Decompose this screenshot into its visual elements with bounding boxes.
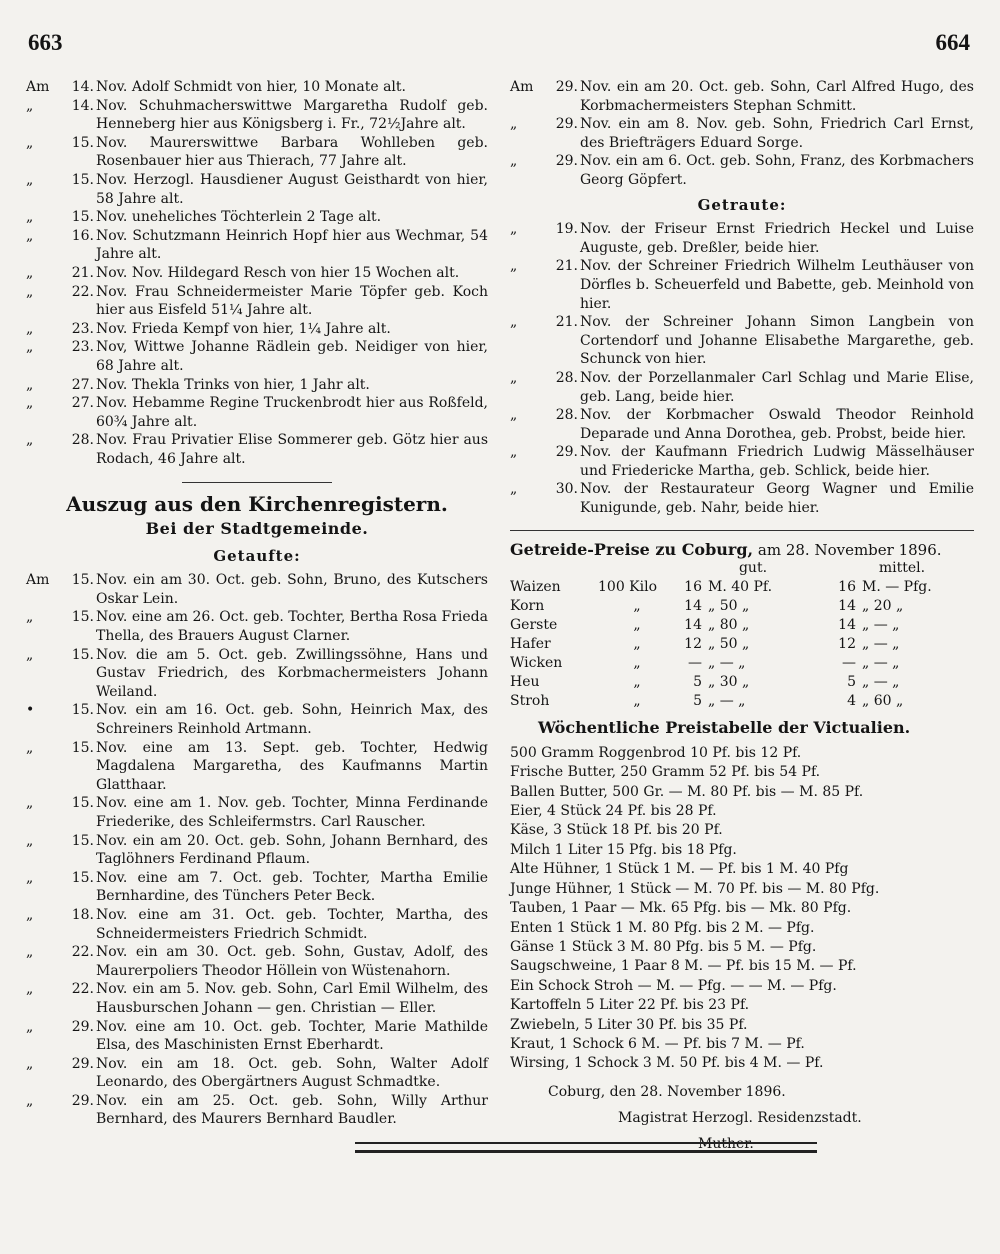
victuals-price-line: 500 Gramm Roggenbrod 10 Pf. bis 12 Pf.	[510, 744, 802, 761]
register-entry	[26, 283, 488, 320]
price-mittel-rest: „ 20 „	[862, 598, 904, 615]
victuals-price-line: Saugschweine, 1 Paar 8 M. — Pf. bis 15 M. — Pf.	[510, 958, 857, 975]
price-gut-rest: „ 80 „	[708, 617, 750, 634]
register-entry	[26, 134, 488, 171]
entry-text: Nov. ein am 20. Oct. geb. Sohn, Carl Alfred Hugo, des Korbmachermeisters Stephan Schmitt.	[580, 79, 974, 114]
grain-price-row	[510, 673, 974, 692]
grain-price-row	[510, 616, 974, 635]
grain-quantity: „	[633, 655, 641, 672]
register-entry	[26, 320, 488, 339]
victuals-price-line: Kraut, 1 Schock 6 M. — Pf. bis 7 M. — Pf.	[510, 1035, 805, 1052]
entry-text: Nov. eine am 7. Oct. geb. Tochter, Martha Emilie Bernhardine, des Tünchers Peter Beck.	[96, 869, 488, 905]
entry-text: Nov. Schuhmacherswittwe Margaretha Rudolf geb. Henneberg hier aus Königsberg i. Fr., 72½Jahre alt.	[96, 97, 488, 133]
price-mittel-mark: 4	[847, 693, 856, 710]
victuals-price-line: Kartoffeln 5 Liter 22 Pf. bis 23 Pf.	[510, 997, 750, 1014]
victuals-price-line: Tauben, 1 Paar — Mk. 65 Pfg. bis — Mk. 80 Pfg.	[510, 900, 852, 917]
register-entry	[26, 646, 488, 702]
married-list	[510, 220, 974, 518]
divider	[510, 530, 974, 531]
entry-prefix: Am	[510, 79, 534, 95]
entry-prefix: „	[26, 395, 34, 412]
entry-day: 22.	[71, 981, 94, 998]
grain-name: Korn	[510, 598, 545, 615]
entry-prefix: „	[26, 339, 34, 356]
entry-text: Nov. der Schreiner Friedrich Wilhelm Leuthäuser von Dörfles b. Scheuerfeld und Babette, geb. Meinhold von hier.	[580, 258, 974, 312]
entry-day: 15.	[71, 795, 94, 812]
victuals-price-line: Ballen Butter, 500 Gr. — M. 80 Pf. bis — M. 85 Pf.	[510, 783, 864, 800]
register-entry	[26, 394, 488, 431]
entry-text: Nov, Wittwe Johanne Rädlein geb. Neidiger von hier, 68 Jahre alt.	[96, 339, 488, 374]
victuals-price-line: Gänse 1 Stück 3 M. 80 Pfg. bis 5 M. — Pfg.	[510, 938, 817, 955]
entry-prefix: „	[26, 795, 34, 812]
left-column	[26, 78, 488, 1129]
register-entry	[26, 171, 488, 208]
entry-prefix: „	[26, 646, 34, 663]
register-entry	[510, 480, 974, 517]
entry-text: Nov. eine am 10. Oct. geb. Tochter, Marie Mathilde Elsa, des Maschinisten Ernst Eberhardt.	[96, 1018, 488, 1054]
right-column	[510, 78, 974, 1154]
deaths-list	[26, 78, 488, 468]
entry-prefix: „	[26, 906, 34, 923]
grain-name: Stroh	[510, 693, 550, 710]
baptized-list-continued	[510, 78, 974, 190]
entry-text: Nov. Herzogl. Hausdiener August Geisthardt von hier, 58 Jahre alt.	[96, 171, 488, 207]
entry-day: 23.	[71, 339, 94, 356]
entry-text: Nov. eine am 13. Sept. geb. Tochter, Hedwig Magdalena Margaretha, des Kaufmanns Martin Glatthaar.	[96, 739, 488, 793]
entry-text: Nov. ein am 5. Nov. geb. Sohn, Carl Emil Wilhelm, des Hausburschen Johann — gen. Christian — Eller.	[96, 981, 488, 1016]
register-entry	[26, 980, 488, 1017]
price-gut-mark: 5	[693, 693, 702, 710]
page-number-right: 664	[935, 30, 970, 55]
grain-name: Wicken	[510, 655, 563, 672]
grain-quantity: „	[633, 674, 641, 691]
price-mittel-rest: M. — Pfg.	[862, 579, 932, 596]
entry-prefix: „	[26, 869, 34, 886]
register-entry	[26, 431, 488, 468]
grain-prices-title	[510, 541, 974, 560]
entry-day: 16.	[71, 227, 94, 244]
entry-prefix: „	[26, 739, 34, 756]
price-mittel-rest: „ — „	[862, 674, 900, 691]
price-mittel-mark: 14	[838, 617, 856, 634]
entry-day: 15.	[71, 702, 94, 719]
entry-day: 21.	[71, 264, 94, 281]
register-entry	[26, 208, 488, 227]
register-entry	[26, 571, 488, 608]
entry-text: Nov. der Restaurateur Georg Wagner und Emilie Kunigunde, geb. Nahr, beide hier.	[580, 481, 974, 517]
entry-text: Nov. Frieda Kempf von hier, 1¼ Jahre alt.	[96, 320, 391, 337]
heading-baptized: Getaufte:	[213, 546, 301, 565]
price-mittel-rest: „ 60 „	[862, 693, 904, 710]
entry-text: Nov. Maurerswittwe Barbara Wohlleben geb. Rosenbauer hier aus Thierach, 77 Jahre alt.	[96, 134, 488, 170]
grain-quantity: „	[633, 617, 641, 634]
price-gut-rest: „ 30 „	[708, 674, 750, 691]
entry-day: 29.	[71, 1092, 94, 1109]
entry-text: Nov. ein am 16. Oct. geb. Sohn, Heinrich Max, des Schreiners Reinhold Artmann.	[96, 702, 488, 737]
heading-married: Getraute:	[697, 195, 787, 214]
entry-prefix: „	[510, 369, 518, 386]
entry-text: Nov. der Porzellanmaler Carl Schlag und Marie Elise, geb. Lang, beide hier.	[580, 369, 974, 405]
entry-prefix: „	[26, 944, 34, 961]
closing-date-line: Coburg, den 28. November 1896.	[548, 1083, 786, 1100]
entry-day: 22.	[71, 944, 94, 961]
divider	[182, 482, 332, 483]
entry-text: Nov. Nov. Hildegard Resch von hier 15 Wochen alt.	[96, 264, 460, 281]
register-entry	[26, 1055, 488, 1092]
entry-prefix: „	[510, 221, 518, 238]
register-entry	[26, 608, 488, 645]
column-header-gut: gut.	[738, 560, 768, 577]
entry-prefix: „	[510, 407, 518, 424]
victuals-price-line: Milch 1 Liter 15 Pfg. bis 18 Pfg.	[510, 841, 737, 858]
entry-prefix: „	[26, 209, 34, 226]
entry-day: 23.	[71, 320, 94, 337]
entry-day: 19.	[555, 221, 578, 238]
grain-quantity: 100 Kilo	[598, 579, 658, 596]
entry-day: 14.	[71, 97, 94, 114]
entry-prefix: „	[26, 283, 34, 300]
entry-day: 29.	[555, 79, 578, 95]
grain-quantity: „	[633, 693, 641, 710]
register-entry	[26, 376, 488, 395]
entry-text: Nov. ein am 30. Oct. geb. Sohn, Gustav, Adolf, des Maurerpoliers Theodor Höllein von Wüstenahorn.	[96, 944, 488, 979]
entry-text: Nov. ein am 8. Nov. geb. Sohn, Friedrich Carl Ernst, des Briefträgers Eduard Sorge.	[580, 116, 974, 151]
register-entry	[26, 739, 488, 795]
register-entry	[510, 152, 974, 189]
price-mittel-rest: „ — „	[862, 617, 900, 634]
column-header-mittel: mittel.	[878, 560, 926, 577]
signature-magistrat: Magistrat Herzogl. Residenzstadt.	[618, 1109, 862, 1126]
entry-day: 29.	[71, 1018, 94, 1035]
register-entry	[510, 220, 974, 257]
victuals-price-line: Junge Hühner, 1 Stück — M. 70 Pf. bis — M. 80 Pfg.	[510, 880, 880, 897]
entry-day: 29.	[555, 116, 578, 133]
price-gut-rest: „ 50 „	[708, 636, 750, 653]
price-gut-mark: 5	[693, 674, 702, 691]
price-gut-mark: —	[688, 655, 702, 672]
entry-day: 29.	[555, 444, 578, 461]
register-entry	[26, 701, 488, 738]
price-mittel-mark: —	[842, 655, 856, 672]
entry-day: 28.	[71, 432, 94, 449]
register-entry	[510, 78, 974, 115]
entry-prefix: „	[26, 609, 34, 626]
victuals-price-list	[510, 744, 974, 1074]
entry-text: Nov. Schutzmann Heinrich Hopf hier aus Wechmar, 54 Jahre alt.	[96, 227, 488, 263]
entry-day: 15.	[71, 832, 94, 849]
grain-name: Gerste	[510, 617, 558, 634]
grain-price-row	[510, 578, 974, 597]
entry-prefix: „	[510, 314, 518, 331]
entry-prefix: „	[26, 832, 34, 849]
entry-prefix: „	[26, 432, 34, 449]
entry-day: 27.	[71, 395, 94, 412]
register-entry	[26, 794, 488, 831]
price-gut-mark: 16	[684, 579, 702, 596]
victuals-price-line: Ein Schock Stroh — M. — Pfg. — — M. — Pfg.	[510, 977, 837, 994]
entry-prefix: „	[26, 97, 34, 114]
entry-text: Nov. ein am 25. Oct. geb. Sohn, Willy Arthur Bernhard, des Maurers Bernhard Baudler.	[96, 1092, 488, 1128]
victuals-price-line: Käse, 3 Stück 18 Pf. bis 20 Pf.	[510, 822, 723, 839]
register-entry	[510, 443, 974, 480]
entry-text: Nov. der Kaufmann Friedrich Ludwig Mässelhäuser und Friedericke Martha, geb. Schlick, beide hier.	[580, 444, 974, 479]
entry-day: 15.	[71, 171, 94, 188]
register-entry	[26, 227, 488, 264]
grain-name: Waizen	[510, 579, 561, 596]
entry-text: Nov. der Korbmacher Oswald Theodor Reinhold Deparade und Anna Dorothea, geb. Probst, beide hier.	[580, 407, 974, 442]
entry-day: 15.	[71, 609, 94, 626]
victuals-price-line: Frische Butter, 250 Gramm 52 Pf. bis 54 Pf.	[510, 764, 821, 781]
entry-text: Nov. Frau Privatier Elise Sommerer geb. Götz hier aus Rodach, 46 Jahre alt.	[96, 432, 488, 467]
entry-prefix: „	[510, 481, 518, 498]
victuals-price-line: Enten 1 Stück 1 M. 80 Pfg. bis 2 M. — Pfg.	[510, 919, 815, 936]
entry-day: 21.	[555, 314, 578, 331]
grain-price-row	[510, 654, 974, 673]
entry-prefix: „	[26, 1092, 34, 1109]
grain-price-row	[510, 597, 974, 616]
entry-text: Nov. eine am 31. Oct. geb. Tochter, Martha, des Schneidermeisters Friedrich Schmidt.	[96, 906, 488, 942]
entry-prefix: „	[26, 171, 34, 188]
register-entry	[26, 78, 488, 97]
grain-quantity: „	[633, 598, 641, 615]
register-entry	[26, 869, 488, 906]
grain-price-row	[510, 692, 974, 711]
register-entry	[510, 406, 974, 443]
entry-prefix: „	[510, 258, 518, 275]
entry-prefix: •	[26, 702, 35, 719]
register-entry	[26, 338, 488, 375]
entry-text: Nov. die am 5. Oct. geb. Zwillingssöhne, Hans und Gustav Friedrich, des Korbmachermeisters Johann Weiland.	[96, 646, 488, 700]
victuals-price-table-title: Wöchentliche Preistabelle der Victualien.	[538, 718, 911, 738]
entry-prefix: „	[26, 1055, 34, 1072]
entry-text: Nov. Hebamme Regine Truckenbrodt hier aus Roßfeld, 60¾ Jahre alt.	[96, 395, 488, 430]
entry-text: Nov. der Friseur Ernst Friedrich Heckel und Luise Auguste, geb. Dreßler, beide hier.	[580, 221, 974, 256]
grain-price-row	[510, 635, 974, 654]
entry-prefix: „	[26, 134, 34, 151]
entry-day: 28.	[555, 369, 578, 386]
entry-text: Nov. eine am 26. Oct. geb. Tochter, Bertha Rosa Frieda Thella, des Brauers August Clarner.	[96, 609, 488, 645]
entry-text: Nov. Adolf Schmidt von hier, 10 Monate alt.	[96, 79, 406, 95]
entry-text: Nov. ein am 18. Oct. geb. Sohn, Walter Adolf Leonardo, des Obergärtners August Schmadtke.	[96, 1055, 488, 1091]
entry-day: 27.	[71, 376, 94, 393]
price-mittel-rest: „ — „	[862, 636, 900, 653]
register-entry	[26, 97, 488, 134]
entry-text: Nov. eine am 1. Nov. geb. Tochter, Minna Ferdinande Friederike, des Schleifermstrs. Carl Rauscher.	[96, 795, 488, 830]
entry-text: Nov. Frau Schneidermeister Marie Töpfer geb. Koch hier aus Eisfeld 51¼ Jahre alt.	[96, 283, 488, 319]
price-gut-rest: „ — „	[708, 693, 746, 710]
victuals-price-line: Wirsing, 1 Schock 3 M. 50 Pf. bis 4 M. — Pf.	[510, 1055, 824, 1072]
entry-prefix: Am	[26, 572, 50, 589]
grain-name: Heu	[510, 674, 540, 691]
section-subheading-city-parish: Bei der Stadtgemeinde.	[145, 519, 369, 539]
entry-day: 18.	[71, 906, 94, 923]
entry-day: 29.	[71, 1055, 94, 1072]
entry-text: Nov. ein am 20. Oct. geb. Sohn, Johann Bernhard, des Taglöhners Ferdinand Pflaum.	[96, 832, 488, 868]
signature-name: Muther.	[698, 1135, 754, 1152]
entry-prefix: „	[26, 981, 34, 998]
victuals-price-line: Zwiebeln, 5 Liter 30 Pf. bis 35 Pf.	[510, 1016, 748, 1033]
price-gut-mark: 14	[684, 598, 702, 615]
grain-prices-title-date: am 28. November 1896.	[757, 540, 942, 559]
price-mittel-rest: „ — „	[862, 655, 900, 672]
entry-text: Nov. Thekla Trinks von hier, 1 Jahr alt.	[96, 376, 370, 393]
grain-prices-table	[510, 559, 974, 711]
entry-day: 21.	[555, 258, 578, 275]
page-number-left: 663	[28, 30, 63, 55]
entry-prefix: „	[26, 227, 34, 244]
section-heading-church-registers: Auszug aus den Kirchenregistern.	[66, 492, 448, 517]
entry-day: 14.	[71, 79, 94, 95]
price-mittel-mark: 12	[838, 636, 856, 653]
entry-text: Nov. uneheliches Töchterlein 2 Tage alt.	[96, 209, 382, 226]
price-gut-rest: „ — „	[708, 655, 746, 672]
grain-prices-header-row	[510, 559, 974, 578]
price-gut-rest: „ 50 „	[708, 598, 750, 615]
victuals-price-line: Eier, 4 Stück 24 Pf. bis 28 Pf.	[510, 803, 717, 820]
price-gut-mark: 12	[684, 636, 702, 653]
price-mittel-mark: 16	[838, 579, 856, 596]
register-entry	[510, 369, 974, 406]
entry-day: 30.	[555, 481, 578, 498]
bottom-double-rule	[355, 1142, 817, 1153]
victuals-price-line: Alte Hühner, 1 Stück 1 M. — Pf. bis 1 M. 40 Pfg	[510, 861, 849, 878]
entry-prefix: Am	[26, 79, 50, 95]
entry-prefix: „	[510, 444, 518, 461]
entry-prefix: „	[510, 153, 518, 170]
grain-prices-title-bold: Getreide-Preise zu Coburg,	[510, 539, 754, 559]
register-entry	[26, 906, 488, 943]
entry-prefix: „	[26, 1018, 34, 1035]
entry-prefix: „	[26, 320, 34, 337]
price-gut-mark: 14	[684, 617, 702, 634]
register-entry	[26, 943, 488, 980]
entry-day: 28.	[555, 407, 578, 424]
baptized-list	[26, 571, 488, 1129]
register-entry	[510, 257, 974, 313]
entry-text: Nov. ein am 30. Oct. geb. Sohn, Bruno, des Kutschers Oskar Lein.	[96, 572, 488, 607]
entry-day: 15.	[71, 869, 94, 886]
entry-day: 15.	[71, 134, 94, 151]
entry-prefix: „	[26, 376, 34, 393]
price-mittel-mark: 5	[847, 674, 856, 691]
grain-name: Hafer	[510, 636, 551, 653]
register-entry	[26, 1018, 488, 1055]
entry-text: Nov. ein am 6. Oct. geb. Sohn, Franz, des Korbmachers Georg Göpfert.	[580, 153, 974, 188]
price-gut-rest: M. 40 Pf.	[708, 579, 773, 596]
entry-prefix: „	[510, 116, 518, 133]
register-entry	[510, 115, 974, 152]
entry-text: Nov. der Schreiner Johann Simon Langbein von Cortendorf und Johanne Elisabethe Margarethe, geb. Schunck von hier.	[580, 314, 974, 368]
register-entry	[26, 264, 488, 283]
entry-day: 15.	[71, 572, 94, 589]
register-entry	[26, 832, 488, 869]
entry-prefix: „	[26, 264, 34, 281]
register-entry	[510, 313, 974, 369]
entry-day: 15.	[71, 209, 94, 226]
entry-day: 15.	[71, 646, 94, 663]
price-mittel-mark: 14	[838, 598, 856, 615]
entry-day: 15.	[71, 739, 94, 756]
entry-day: 22.	[71, 283, 94, 300]
grain-quantity: „	[633, 636, 641, 653]
register-entry	[26, 1092, 488, 1129]
entry-day: 29.	[555, 153, 578, 170]
